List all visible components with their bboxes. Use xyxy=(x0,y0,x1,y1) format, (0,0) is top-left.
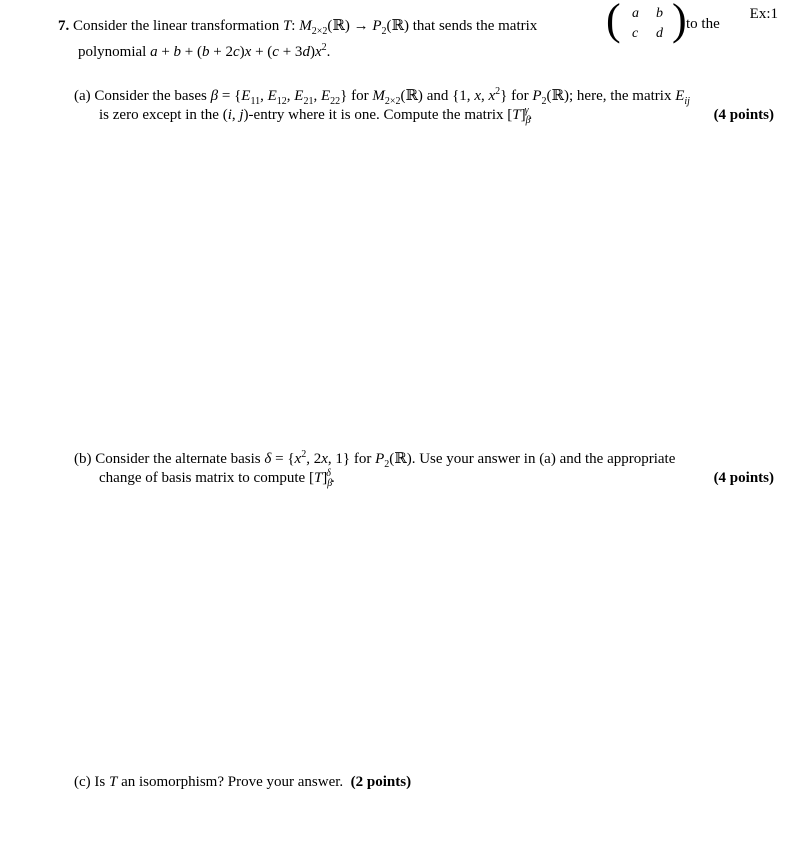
part-a-text-2: for xyxy=(351,88,369,104)
part-a-points: (4 points) xyxy=(713,107,774,123)
part-a-and: and xyxy=(426,88,449,104)
matrix-entry-b: b xyxy=(656,6,663,21)
part-c-label: (c) xyxy=(74,774,91,790)
intro-text: Consider the linear transformation xyxy=(73,18,280,34)
polynomial-label: polynomial xyxy=(78,44,147,60)
matrix-entry-d: d xyxy=(656,26,663,41)
problem-number: 7. xyxy=(58,18,70,34)
part-b-text-4: change of basis matrix to compute xyxy=(99,470,306,486)
part-b-label: (b) xyxy=(74,451,92,467)
part-a-label: (a) xyxy=(74,88,91,104)
part-b-text-1: Consider the alternate basis xyxy=(95,451,261,467)
intro-text-2: that sends the matrix xyxy=(412,18,538,34)
matrix-entry-c: c xyxy=(632,26,639,41)
exercise-code: Ex:1 xyxy=(749,6,778,22)
part-a-line1: (a) Consider the bases $\beta = \{E_{11}$, $E_{12}$, $E_{21}$, $E_{22}$} for $M_{2\times 2}(ℝ)$ and {1, x, $x^2$} for $P_2(ℝ)$; here, the matrix $E_{ij}$ xyxy=(74,86,690,107)
matrix xyxy=(606,2,686,55)
part-c-text-2: an isomorphism? Prove your answer. xyxy=(121,774,344,790)
part-a-line2: is zero except in the (i, j)-entry where it is one. Compute the matrix $[T]_\beta^\gamma$. xyxy=(99,105,533,126)
part-b-text-3: . Use your answer in (a) and the appropriate xyxy=(411,451,676,467)
problem-intro: 7. Consider the linear transformation T: $M_{2\times 2}(ℝ)$ → $P_2(ℝ)$ that sends the matrix xyxy=(58,18,538,37)
part-a-text-4: -entry where it is one. Compute the matrix xyxy=(248,107,504,123)
to-the-text: to the xyxy=(686,16,720,32)
part-b-points: (4 points) xyxy=(713,470,774,486)
left-paren: ( xyxy=(606,0,621,44)
part-a-here: ; here, the matrix xyxy=(569,88,672,104)
part-b-line2: change of basis matrix to compute $[T]_\beta^\delta$. xyxy=(99,468,335,489)
part-a-for: for xyxy=(511,88,529,104)
part-c-line: (c) Is T an isomorphism? Prove your answer. (2 points) xyxy=(74,774,412,790)
part-c-points: (2 points) xyxy=(350,774,412,790)
part-a-text-1: Consider the bases xyxy=(94,88,207,104)
matrix-entry-a: a xyxy=(632,6,639,21)
part-b-text-2: for xyxy=(353,451,372,467)
part-b-line1: (b) Consider the alternate basis $\delta = \{x^2$, 2x, 1} for $P_2(ℝ)$. Use your answer in (a) and the appropriate xyxy=(74,449,676,470)
polynomial-line: polynomial $a + b + (b + 2c)x + (c + 3d)x^2$. xyxy=(78,42,331,60)
right-paren: ) xyxy=(672,0,687,44)
part-a-text-3: is zero except in the xyxy=(99,107,219,123)
part-c-text-1: Is xyxy=(94,774,106,790)
